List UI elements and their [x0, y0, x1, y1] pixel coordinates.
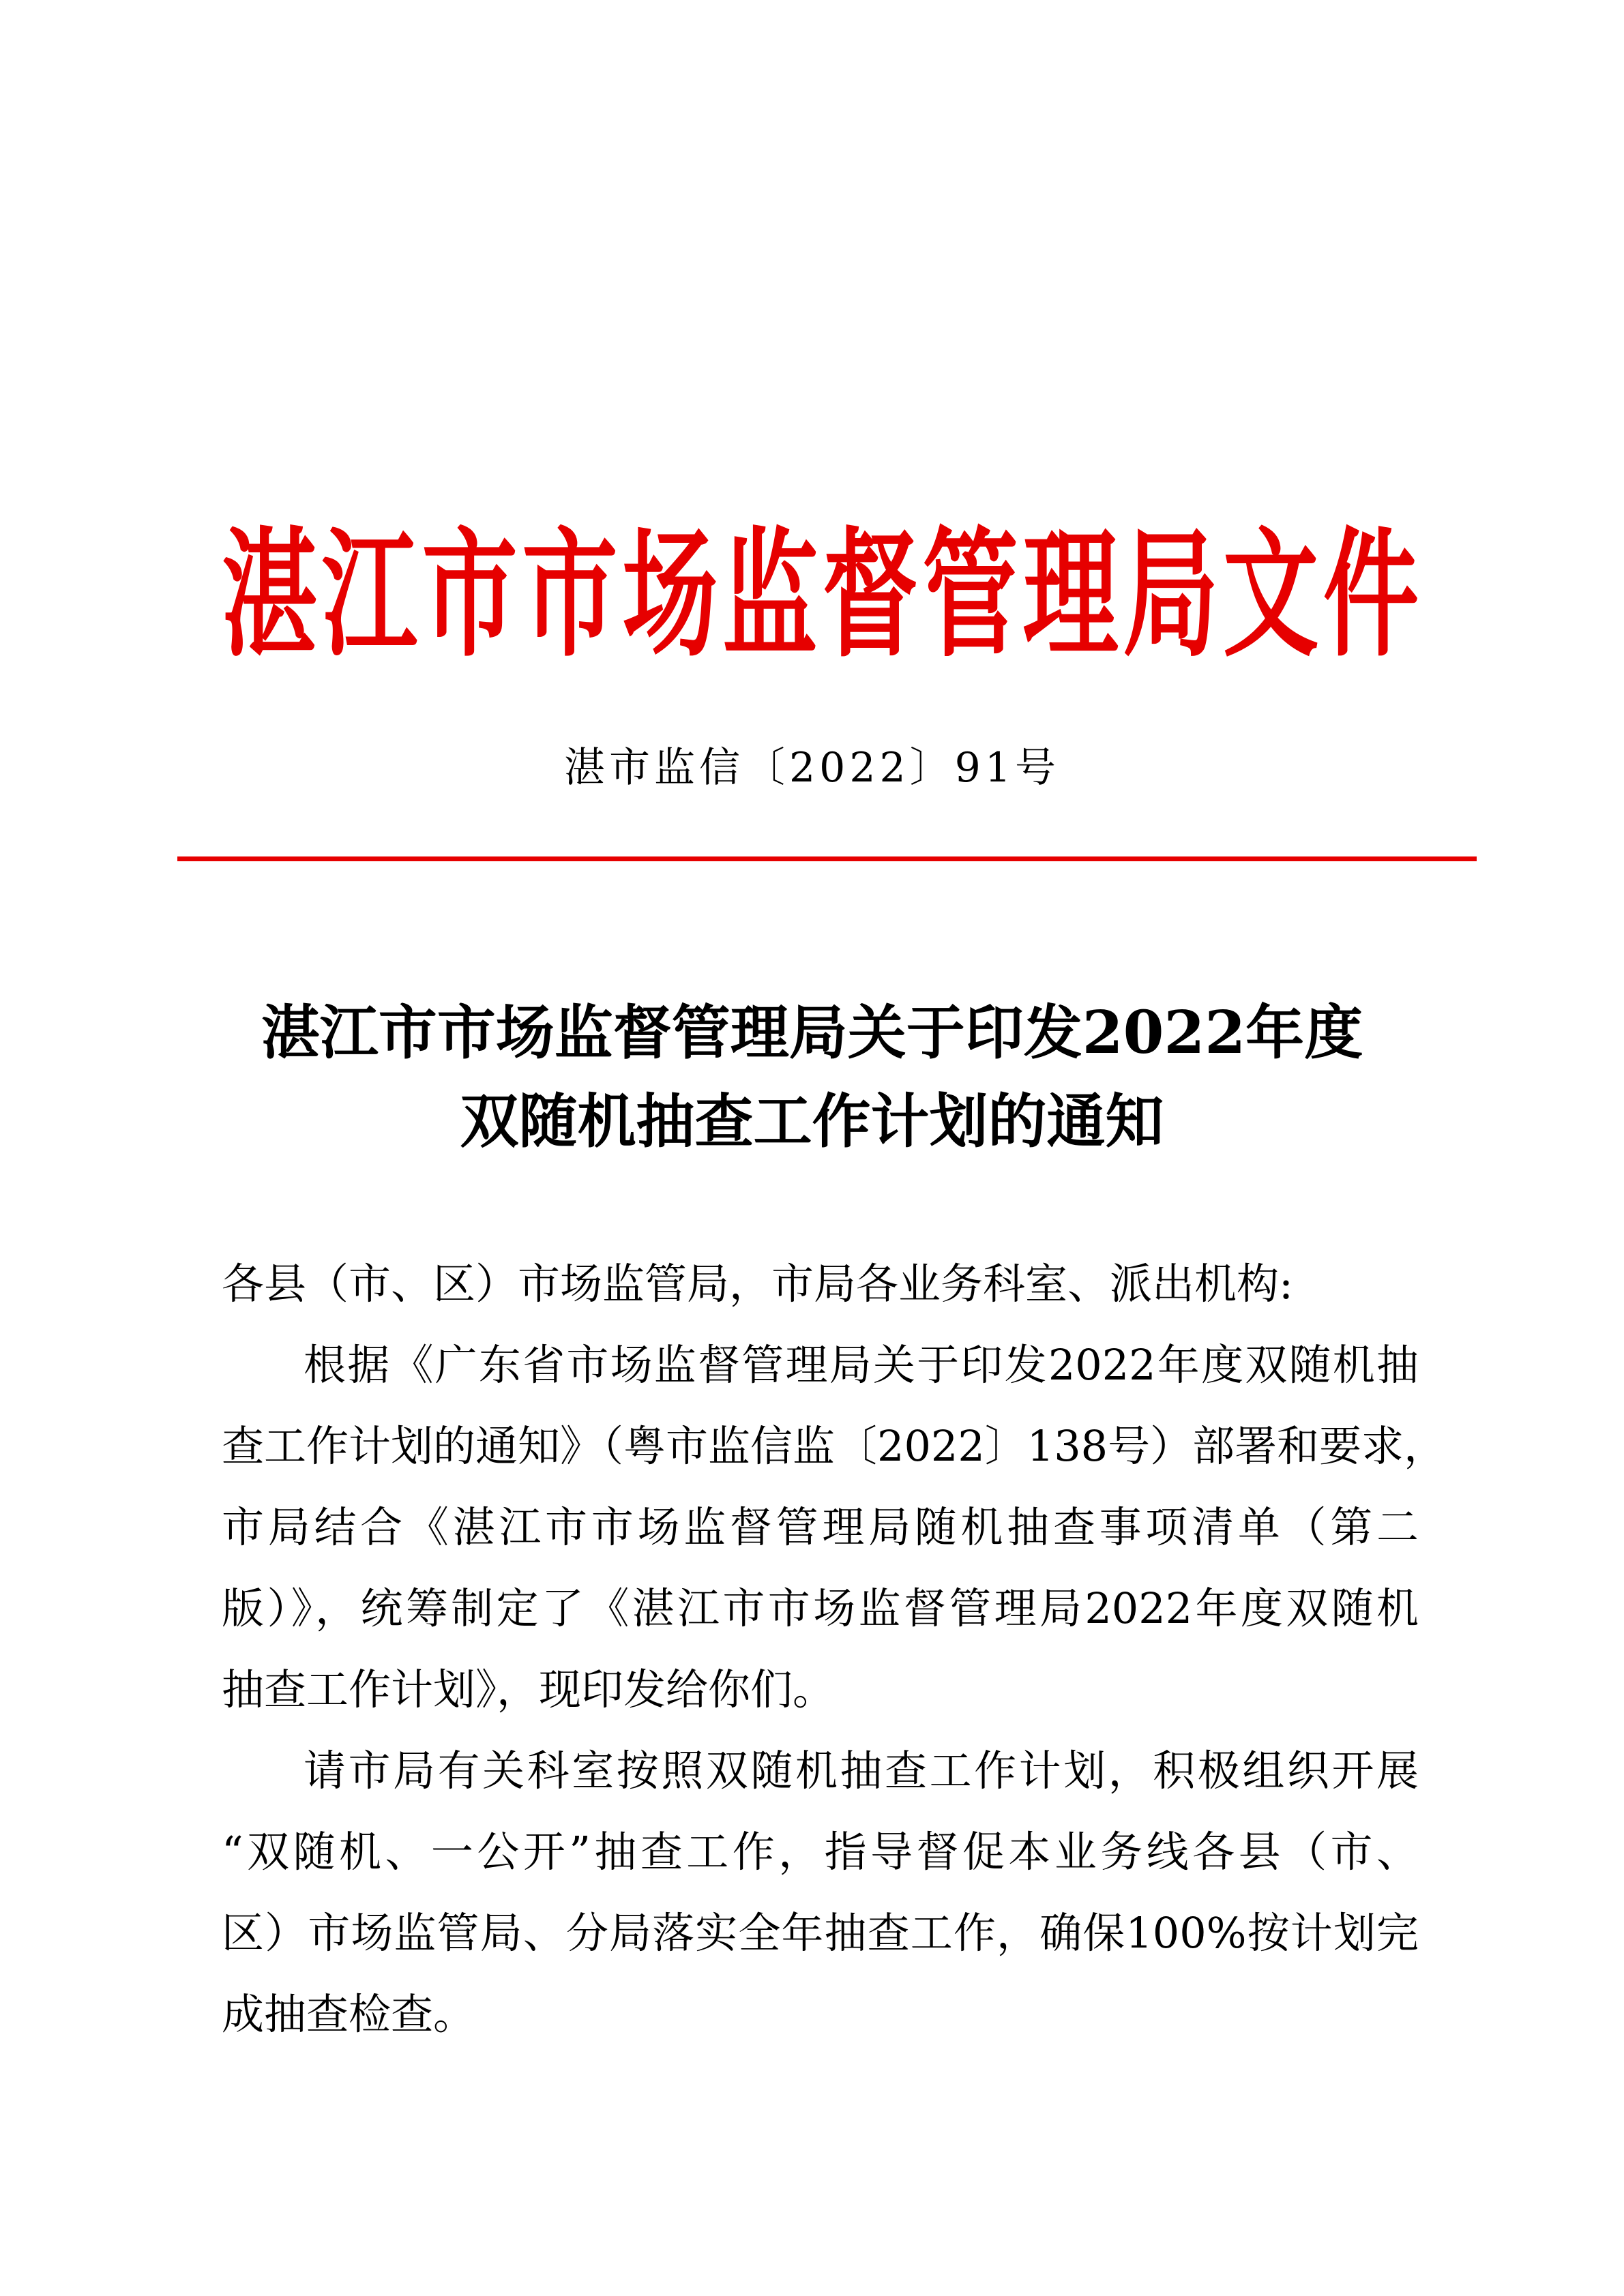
header-char: 文 — [1223, 513, 1319, 676]
header-char: 监 — [722, 513, 818, 676]
header-char: 市 — [422, 513, 518, 676]
body-line: “双随机、一公开”抽查工作，指导督促本业务线各县（市、 — [222, 1827, 1419, 1877]
header-char: 场 — [622, 513, 718, 676]
body-line: 市局结合《湛江市市场监督管理局随机抽查事项清单（第二 — [222, 1502, 1419, 1552]
salutation: 各县（市、区）市场监管局，市局各业务科室、派出机构: — [222, 1259, 1293, 1309]
document-number: 湛市监信〔2022〕91号 — [563, 744, 1061, 792]
header-char: 管 — [922, 513, 1018, 676]
red-divider — [177, 856, 1477, 861]
body-line: 成抽查检查。 — [222, 1989, 476, 2039]
body-line: 抽查工作计划》，现印发给你们。 — [222, 1665, 836, 1714]
header-char: 江 — [321, 513, 417, 676]
document-title-line-2: 双随机抽查工作计划的通知 — [460, 1087, 1164, 1156]
body-line: 请市局有关科室按照双随机抽查工作计划，积极组织开展 — [304, 1746, 1419, 1795]
header-char: 理 — [1022, 513, 1119, 676]
header-char: 督 — [822, 513, 918, 676]
body-line: 根据《广东省市场监督管理局关于印发2022年度双随机抽 — [304, 1340, 1419, 1390]
header-char: 市 — [522, 513, 618, 676]
header-char: 局 — [1123, 513, 1219, 676]
document-title-line-1: 湛江市市场监督管理局关于印发2022年度 — [261, 998, 1363, 1067]
header-char: 件 — [1323, 513, 1419, 676]
body-line: 区）市场监管局、分局落实全年抽查工作，确保100%按计划完 — [222, 1908, 1419, 1958]
header-char: 湛 — [222, 513, 318, 676]
body-line: 版）》，统筹制定了《湛江市市场监督管理局2022年度双随机 — [222, 1583, 1419, 1633]
body-line: 查工作计划的通知》（粤市监信监〔2022〕138号）部署和要求， — [222, 1421, 1447, 1471]
issuer-header — [222, 513, 1419, 676]
